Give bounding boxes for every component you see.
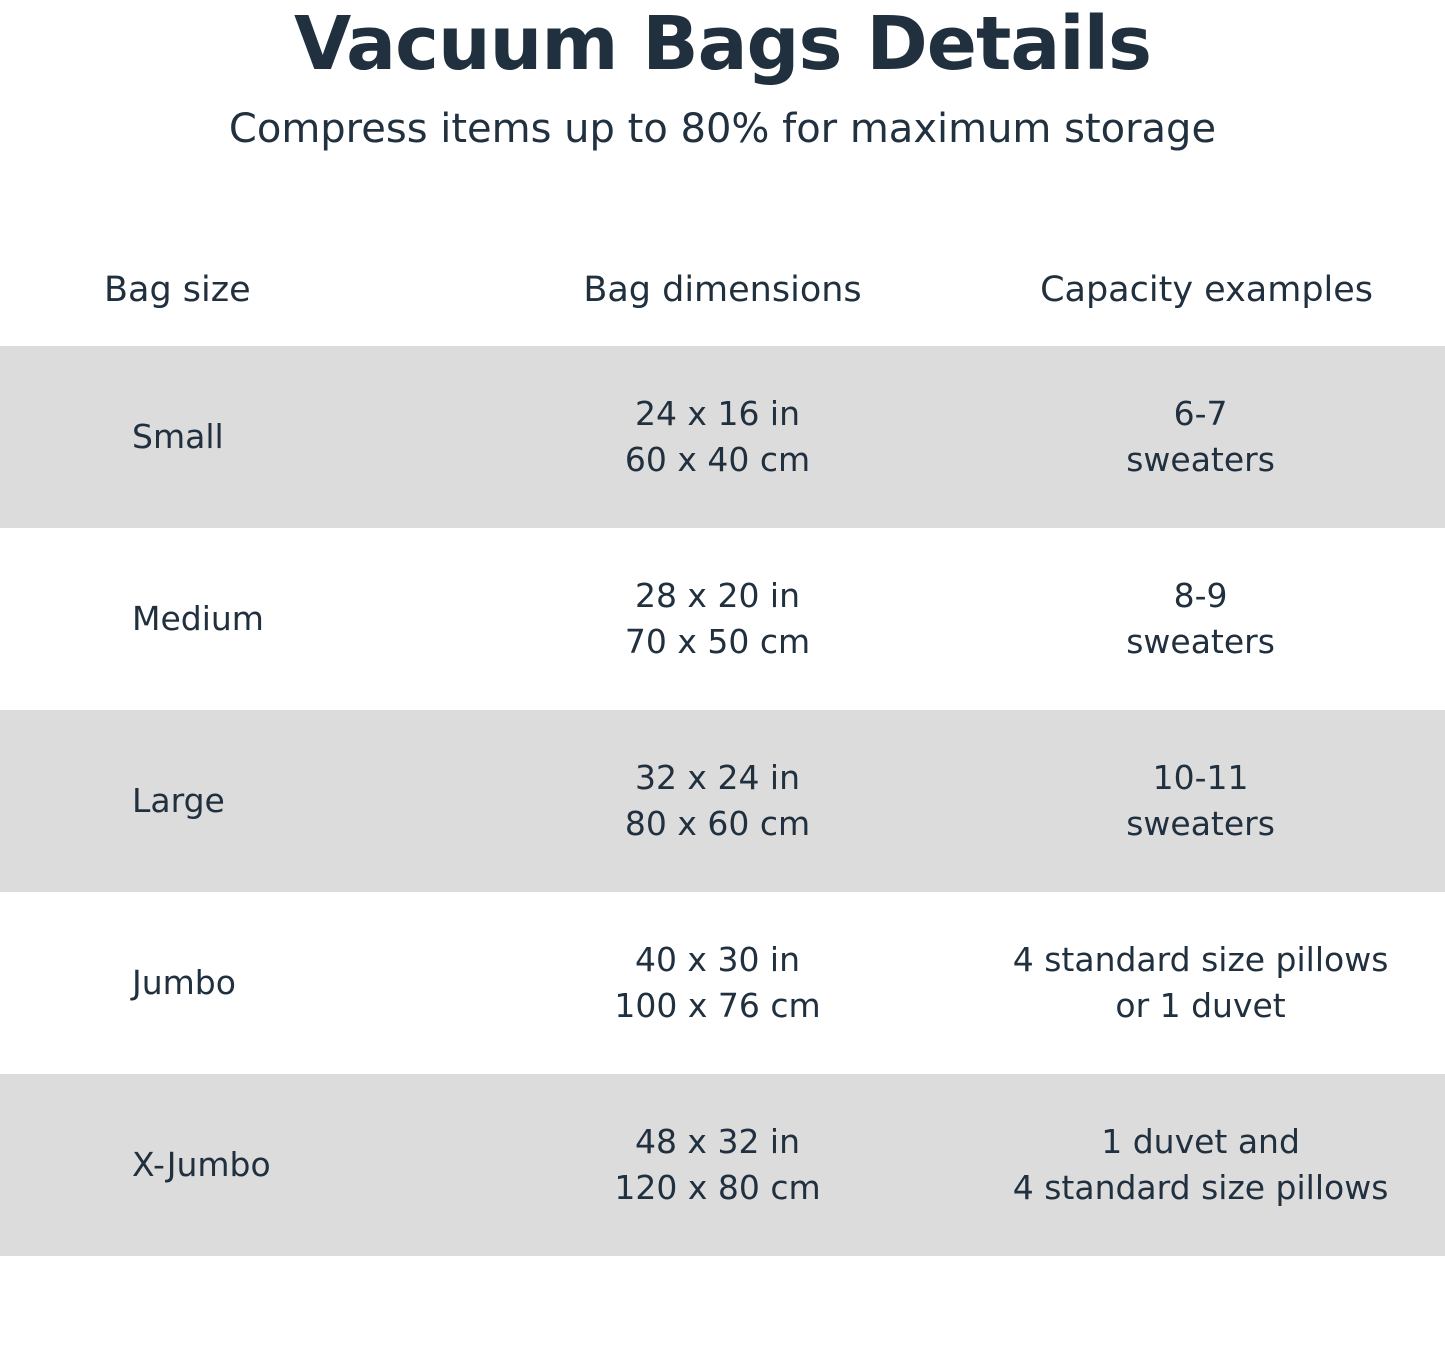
table-row [0,892,1445,1074]
cell-bag-size: Small [0,346,477,528]
cell-bag-size: Medium [0,528,477,710]
dimension-inches: 24 x 16 in [634,394,801,434]
cell-capacity [968,346,1445,528]
cell-capacity [968,528,1445,710]
capacity-line-2: sweaters [1126,803,1275,843]
dimension-centimeters: 120 x 80 cm [614,1167,821,1207]
dimension-inches: 28 x 20 in [634,576,801,616]
column-header-capacity-examples: Capacity examples [1040,269,1374,310]
cell-capacity [968,710,1445,892]
page-subtitle: Compress items up to 80% for maximum storage [228,105,1217,152]
spec-table [0,270,1445,1256]
capacity-line-1: 8-9 [1173,576,1228,616]
dimension-centimeters: 60 x 40 cm [624,439,811,479]
cell-bag-dimensions [477,1074,968,1256]
cell-bag-dimensions [477,528,968,710]
capacity-line-1: 1 duvet and [1101,1122,1300,1162]
dimension-centimeters: 100 x 76 cm [614,985,821,1025]
table-row [0,1074,1445,1256]
cell-bag-size: Jumbo [0,892,477,1074]
cell-capacity [968,1074,1445,1256]
table-header-row [0,270,1445,346]
table-row [0,528,1445,710]
capacity-line-2: sweaters [1126,621,1275,661]
cell-bag-size: Large [0,710,477,892]
column-header-bag-dimensions: Bag dimensions [583,269,862,310]
dimension-inches: 48 x 32 in [634,1122,801,1162]
cell-capacity [968,892,1445,1074]
dimension-inches: 32 x 24 in [634,758,801,798]
cell-bag-dimensions [477,892,968,1074]
dimension-inches: 40 x 30 in [634,940,801,980]
capacity-line-2: 4 standard size pillows [1012,1167,1389,1207]
page-header [0,0,1445,152]
spec-table-container [0,270,1445,1256]
table-row [0,710,1445,892]
capacity-line-1: 4 standard size pillows [1012,940,1389,980]
capacity-line-2: sweaters [1126,439,1275,479]
cell-bag-dimensions [477,710,968,892]
table-row [0,346,1445,528]
cell-bag-dimensions [477,346,968,528]
page-title: Vacuum Bags Details [293,1,1152,87]
dimension-centimeters: 80 x 60 cm [624,803,811,843]
dimension-centimeters: 70 x 50 cm [624,621,811,661]
cell-bag-size: X-Jumbo [0,1074,477,1256]
column-header-bag-size: Bag size [104,269,251,310]
capacity-line-1: 6-7 [1173,394,1228,434]
capacity-line-2: or 1 duvet [1115,985,1286,1025]
capacity-line-1: 10-11 [1152,758,1249,798]
